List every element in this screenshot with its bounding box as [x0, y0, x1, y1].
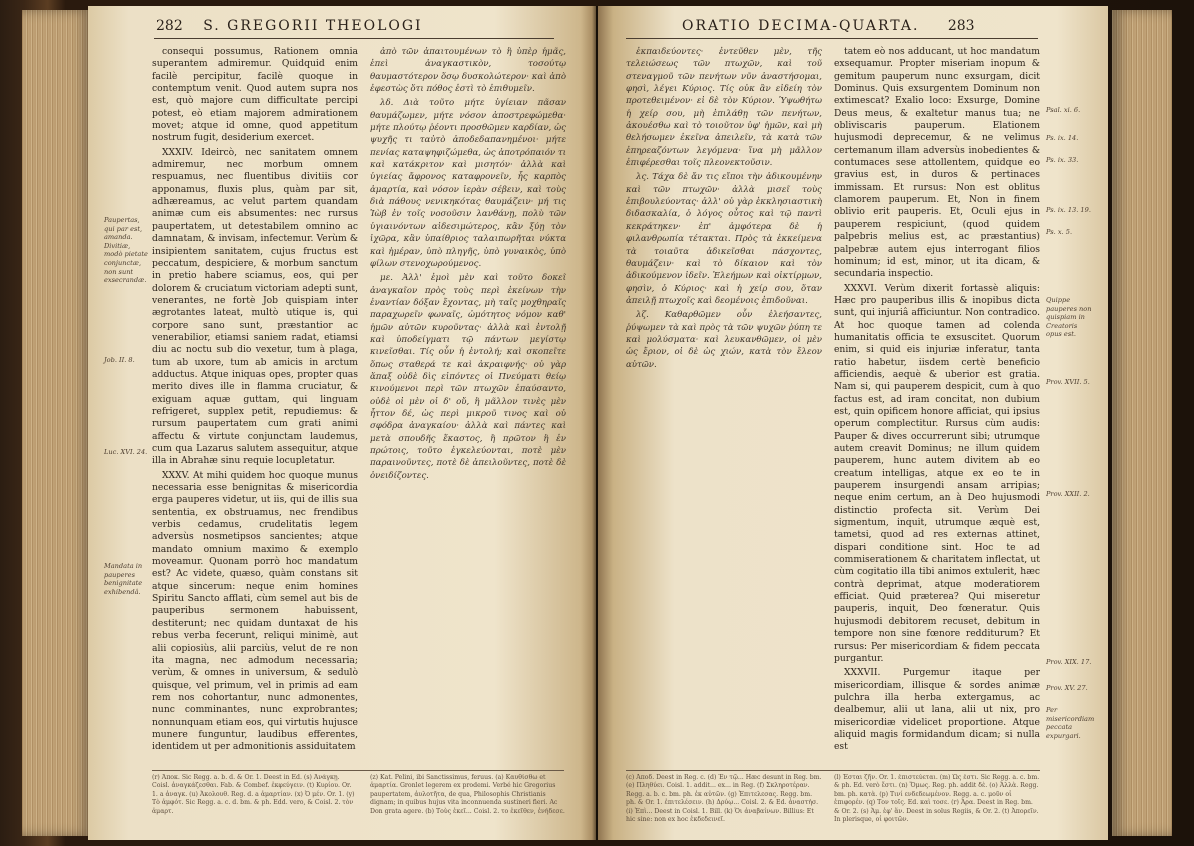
right-page-edges — [1112, 10, 1172, 836]
latin-footnotes: (r) Ἀποκ. Sic Regg. a. b. d. & Or. 1. Deest in Ed. (s) Ἀνάγκῃ. Coisl. ἀναγκάζεσθαι. Fab. & Combef. ἐκφεύγειν. (t) Κυρίου. Or. 1. a ἀναγκ. (u) Ἀκολουθ. Reg. d. a ἀμαρτίαν. (x) Ὁ μέν. Or. 1. (y) Τὸ ἀμφότ. Sic Regg. a. c. d. bm. & ph. Edd. vero, & Coisl. 2. τὸν ἀμαρτ. — [152, 774, 355, 815]
left-running-head — [156, 18, 423, 34]
latin-paragraph: XXXIV. Ideircò, nec sanitatem omnem admiremur, nec morbum omnem respuamus, nec fluentibus divitiis cor apponamus, fluxis plus, quàm par sit, adhæreamus, ac velut partem quandam animæ cum eis absumentes: nec rursus paupertatem, ut detestabilem omnino ac damnatam, & invisam, infectemur. Verùm & insipientem sanitatem, cujus fructus est peccatum, despiciere, & morbum sanctum in pretio habere sciamus, eos, qui per dolorem & cruciatum victoriam adepti sunt, venerantes, ne fortè Job quispiam inter ægrotantes lateat, multò utique is, qui corpore sano sunt, præstantior ac venerabilior, etiamsi saniem radat, etiamsi diu ac noctu sub dio vexetur, tum à plaga, tum ab uxore, tum ab amicis in arctum adductus. Atque iniquas opes, propter quas merito dives ille in flamma cruciatur, & exiguam aquæ guttam, qui linguam refrigeret, supplex petit, repudiemus: & rursum paupertatem cum grati animi affectu & virtute conjunctam laudemus, cum qua Lazarus salutem assequitur, atque illa in Abrahæ sinu requie locupletatur. — [152, 146, 358, 467]
latin-column — [834, 46, 1040, 764]
margin-note: Psal. xi. 6. — [1046, 106, 1081, 114]
footnote-rule — [152, 770, 564, 771]
latin-paragraph: XXXVII. Purgemur itaque per misericordiam, illisque & sordes animæ pulchra illa herba extergamus, ac dealbemur, alii ut lana, alii ut nix, pro misericordiæ videlicet proportione. Atque aliquid magis formidandum dicam; si nulla est — [834, 667, 1040, 753]
margin-note: Ps. ix. 13. 19. — [1046, 206, 1091, 214]
margin-note: Mandata in pauperes benignitate exhibendâ. — [104, 562, 143, 596]
greek-paragraph: ἐκπαιδεύοντες· ἐντεῦθεν μὲν, τῆς τελειώσεως τῶν πτωχῶν, καὶ τοῦ στεναγμοῦ τῶν πενήτων νῦν ἀναστήσομαι, φησὶ, λέγει Κύριος. Τίς οὐκ ἂν εἰδείη τὸν προτεθειμένον· εἰ δὲ τὸν Κύριον. Ὑψωθήτω ἡ χείρ σου, μὴ ἐπιλάθῃ τῶν πενήτων, ἀκουέσθω καὶ τὸ τοιοῦτον ὑφ' ἡμῶν, καὶ μὴ θελήσωμεν ἐκεῖνα ἀπειλεῖν, τὰ κατὰ τῶν ἐπηρεαζόντων λεγόμενα· ἵνα μὴ μᾶλλον ἐπιφέρεσθαι τοῖς πλεονεκτοῦσιν. — [626, 47, 822, 169]
margin-note: Prov. XXII. 2. — [1046, 490, 1090, 498]
greek-column — [626, 46, 822, 764]
greek-paragraph: ἀπὸ τῶν ἀπαιτουμένων τὸ ἢ ὑπὲρ ἡμᾶς, ἑπεὶ ἀναγκαστικὸν, τοσούτῳ θαυμαστότερον ὅσῳ δυσκολώτερον· καὶ ἀπὸ ἐφεστὼς ὅτι πόθος ἐστὶ τὸ ἐπιθυμεῖν. — [370, 47, 566, 95]
right-running-title: ORATIO DECIMA-QUARTA. — [682, 18, 920, 34]
margin-note: Luc. XVI. 24. — [104, 448, 148, 456]
greek-paragraph: λς. Τάχα δὲ ἄν τις εἴποι τὴν ἀδικουμένην καὶ τῶν πτωχῶν· ἀλλὰ μισεῖ τοὺς ἐπιβουλεύοντας· ἀλλ' οὐ γὰρ ἐκκλησιαστικὴ διδασκαλία, ὁ λόγος οὗτος καὶ τῷ παντὶ κεκράτηκεν· ἐπ' ἀμφότερα δὲ ἡ φιλανθρωπία τέτακται. Πρὸς τὰ ἐκκείμενα τὰ τοιαῦτα ἀδικεῖσθαι πάσχοντες, θαυμάζειν· καὶ τὸ δίκαιον καὶ τὸν ἀδικούμενον ἰδεῖν. Ἐλεήμων καὶ οἰκτίρμων, φησὶν, ὁ Κύριος· καὶ ἡ χείρ σου, ὅταν ἀπειλῇ πτωχοῖς καὶ δεομένοις ἐπιδοῦναι. — [626, 172, 822, 306]
greek-paragraph: λζ. Καθαρθῶμεν οὖν ἐλεήσαντες, ῥύψωμεν τὰ καὶ πρὸς τὰ τῶν ψυχῶν ῥύπη τε καὶ μολύσματα· καὶ λευκανθῶμεν, οἱ μὲν ὡς ἔριον, οἱ δὲ ὡς χιών, κατὰ τὸν ἔλεον αὐτῶν. — [626, 310, 822, 370]
right-header-rule — [626, 38, 1038, 39]
margin-note: Paupertas, qui par est, amanda. Divitiæ, modò pietate conjunctæ, non sunt exsecrandæ. — [104, 216, 148, 285]
greek-column — [370, 46, 566, 764]
margin-note: Prov. XV. 27. — [1046, 684, 1088, 692]
greek-footnotes: (z) Kat. Pelini, ibi Sanctissimus, feruus. (a) Καυθίσθω et ἀμαρτία. Gronlet legerem ex prodemi. Verbé hic Gregorius paupertatem, ἀυλοτῆτα, de qua, Philosophis Christianis dignam; in quibus hujus vita inconnuenda sustineri fieri. Ac Don grata agere. (b) Τοὺς ἐκεῖ... Coisl. 2. το ἐκεῖθεν, ἐνήδεσε. — [370, 774, 565, 815]
footnote-rule — [626, 770, 1040, 771]
greek-paragraph: με. Ἀλλ' ἐμοὶ μὲν καὶ τοῦτο δοκεῖ ἀναγκαῖον πρὸς τοὺς περὶ ἐκείνων τὴν ἐναντίαν δόξαν ἔχοντας, μὴ ταῖς μοχθηραῖς παραχωρεῖν φωναῖς, ὠμότητος νόμον καθ' ἡμῶν αὐτῶν κυροῦντας· ἀλλὰ καὶ ἐντολῇ καὶ ὑποδείγματι τῷ πάντων μεγίστῳ κινεῖσθαι. Τίς οὖν ἡ ἐντολή; καὶ σκοπεῖτε ὅπως σταθερά τε καὶ ἀκραιφνής· οὐ γὰρ ἅπαξ οὐδὲ δὶς εἰπόντες οἱ Πνεύματι θείῳ κινούμενοι περὶ τῶν πτωχῶν ἐπαύσαντο, οὐδὲ οἱ μὲν οἱ δ' οὔ, ἢ μᾶλλον τινὲς μὲν ἧττον δέ, ὡς περὶ μικροῦ τινος καὶ οὐ σφόδρα ἀναγκαίου· ἀλλὰ καὶ πάντες καὶ μετὰ σπουδῆς ἕκαστος, ἢ πρῶτον ἢ ἐν πρώτοις, τοῦτο ἐγκελεύονται, ποτὲ μὲν παραινοῦντες, ποτὲ δὲ ἀπειλοῦντες, ποτὲ δὲ ὀνειδίζοντες. — [370, 273, 566, 481]
greek-paragraph: λδ. Διὰ τοῦτο μήτε ὑγίειαν πᾶσαν θαυμάζωμεν, μήτε νόσον ἀποστρεφώμεθα· μήτε πλούτῳ ῥέοντι προσθῶμεν καρδίαν, ὡς ψυχῆς τι ταὐτὸ ἀποδεδαπανημένοι· μήτε πενίας καταψηφιζώμεθα, ὡς ἀποτρόπαιόν τι καὶ κατάκριτον καὶ μισητόν· ἀλλὰ καὶ ὑγιείας ἄφρονος καταφρονεῖν, ἧς καρπὸς ἁμαρτία, καὶ νόσον ἱερὰν σέβειν, καὶ τοὺς διὰ πάθους νενικηκότας θαυμάζειν· μή τις Ἰὼβ ἐν τοῖς νοσοῦσιν λανθάνῃ, πολὺ τῶν ὑγιαινόντων αἰδεσιμώτερος, κἂν ξύῃ τὸν ἰχῶρα, κἂν ὑπαίθριος ταλαιπωρῆται νύκτα καὶ ἡμέραν, ὑπὸ πληγῆς, ὑπὸ γυναικὸς, ὑπὸ φίλων στενοχωρούμενος. — [370, 98, 566, 269]
margin-note: Prov. XVII. 5. — [1046, 378, 1090, 386]
margin-note: Per misericordiam peccata expurgari. — [1046, 706, 1095, 740]
left-page-number: 282 — [156, 18, 183, 34]
margin-note: Ps. ix. 33. — [1046, 156, 1079, 164]
left-header-rule — [154, 38, 554, 39]
right-running-head — [682, 18, 975, 34]
latin-paragraph: XXXV. At mihi quidem hoc quoque munus necessaria esse benignitas & misericordia erga pauperes videtur, ut iis, qui de illis sua sententia, ex obstruamus, nec frendibus verbis cedamus, crudelitatis legem adversùs nosmetipsos sancientes; atque mandato omnium maximo & exemplo moveamur. Quonam porrò hoc mandatum est? Ac videte, quæso, quàm constans sit atque sincerum: neque enim homines Spiritu Sancto afflati, cùm semel aut bis de pauperibus sermonem habuissent, destiterunt; nec quidam duntaxat de his rebus verba fecerunt, reliqui minimè, aut alii copiosiùs, alii parciùs, velut de re non ita magna, nec admodum necessaria; verùm, & omnes in universum, & sedulò quisque, vel primum, vel in primis ad eam rem nos cohortantur, nunc admonentes, nunc comminantes, nunc exprobrantes; nonnunquam etiam eos, qui virtutis hujusce munere funguntur, laudibus efferentes, identidem ut per admonitionis assiduitatem — [152, 469, 358, 753]
latin-footnotes: (l) Ἐσται ζῆν. Or. 1. ἐπιστεύεται. (m) Ὡς ἐστι. Sic Regg. a. c. bm. & ph. Ed. verò ἔστι. (n) Ὅμως. Reg. ph. addit δὲ. (o) Ἀλλὰ. Regg. bm. ph. κατὰ. (p) Τινί ενδεδεωμένον. Regg. a. c. μοῦν οἱ ἐπιφορέν. (q) Τον τοῖς. Ed. καὶ τοσε. (r) Ἀρα. Deest in Reg. bm. & Or. 2. (s) Ἀμ. ἐφ' ἅν. Deest in solus Regiis, & Or. 2. (t) Ἀπορεῖν. In plerisque, οἱ φοιτῶν. — [834, 774, 1040, 824]
right-page — [598, 6, 1108, 840]
margin-note: Prov. XIX. 17. — [1046, 658, 1092, 666]
latin-paragraph: XXXVI. Verùm dixerit fortassè aliquis: Hæc pro pauperibus illis & inopibus dicta sunt, qui injuriâ afficiuntur. Non contradico. At hoc quoque tamen ad colenda humanitatis officia te exsuscitet. Quorum enim, si quid eis injuriæ inferatur, tanta ratio habetur, iisdem certè beneficio afficiendis, aequè & uberior est gratia. Nam si, qui pauperem despicit, cum à quo factus est, ad iram concitat, non dubium est, quin opificem honore afficiat, qui ipsius operum complectitur. Rursus cùm audis: Pauper & dives occurrerunt sibi; utrumque autem creavit Dominus; ne illum quidem pauperem, hunc autem divitem ab eo creatum intelligas, atque ex eo te in pauperem insurgendi ansam arripias; neque enim certum, an à Deo hujusmodi distinctio profecta sit. Verùm Dei sigmentum, inquit, utrumque æquè est, tametsi, quod ad res externas attinet, dispari conditione sint. Hoc te ad commiserationem & charitatem inflectat, ut cùm cogitatio illa tibi animos extulerit, hæc contrà deprimat, atque moderatiorem efficiat. Quid præterea? Qui miseretur pauperis, inquit, Deo fœneratur. Quis hujusmodi debitorem recuset, debitum in tempore non sine fœnore redditurum? Et rursus: Per misericordiam & fidem peccata purgantur. — [834, 282, 1040, 664]
margin-note: Quippe pauperes non quispiam in Creatoris opus est. — [1046, 296, 1092, 339]
left-running-title: S. GREGORII THEOLOGI — [203, 18, 423, 34]
latin-column — [152, 46, 358, 764]
left-page — [88, 6, 596, 840]
left-page-edges — [22, 10, 92, 836]
right-page-number: 283 — [947, 18, 975, 34]
latin-paragraph: consequi possumus, Rationem omnia superantem admiremur. Quidquid enim facilè percipitur, facilè quoque in contemptum venit. Quod autem supra nos est, quò majore cum difficultate percipi potest, eò etiam majorem admirationem movet; atque id omne, quod appetitum nostrum fugit, desiderium exercet. — [152, 46, 358, 144]
margin-note: Job. II. 8. — [104, 356, 135, 364]
latin-paragraph: tatem eò nos adducant, ut hoc mandatum exsequamur. Propter miseriam inopum & gemitum pauperum nunc exsurgam, dicit Dominus. Quis exsurgentem Dominum non extimescat? Exalio loco: Exsurge, Domine Deus meus, & exaltetur manus tua; ne obliviscaris pauperum. Elationem hujusmodi deprecemur, & ne velimus certemanum illam adversùs inobedientes & contumaces sese attollentem, quidque eo gravius est, in duros & pertinaces immissam. Et rursus: Non est oblitus clamorem pauperum. Et, Non in finem oblivio erit pauperis. Et, Oculi ejus in pauperem respiciunt, (quod quidem palpebris melius est, ac præstantius) palpebræ autem ejus interrogant filios hominum; id est, minor, ut ita dicam, & secundaria inspectio. — [834, 46, 1040, 280]
greek-footnotes: (c) Ἀποδ. Deest in Reg. c. (d) Ἐν τῷ... Hæc desunt in Reg. bm. (e) Πληθύει. Coisl. 1. addit... ex... in Reg. (f) Σκληροτέραν. Regg. a. b. c. bm. ph. ἐκ αὐτῶν. (g) Ἐπιτελεσας. Regg. bm. ph. & Or. 1. ἐπιτελέσειν. (h) Δρύῳ... Coisl. 2. & Ed. ἀναστήσ. (i) Ἐπὶ... Deest in Coisl. 1. Bill. (k) Ὁι ἀναβαίνων. Billius: Et hic sine: non ex hoc ἐκδεδεινεῖ. — [626, 774, 822, 824]
margin-note: Ps. ix. 14. — [1046, 134, 1079, 142]
margin-note: Ps. x. 5. — [1046, 228, 1073, 236]
